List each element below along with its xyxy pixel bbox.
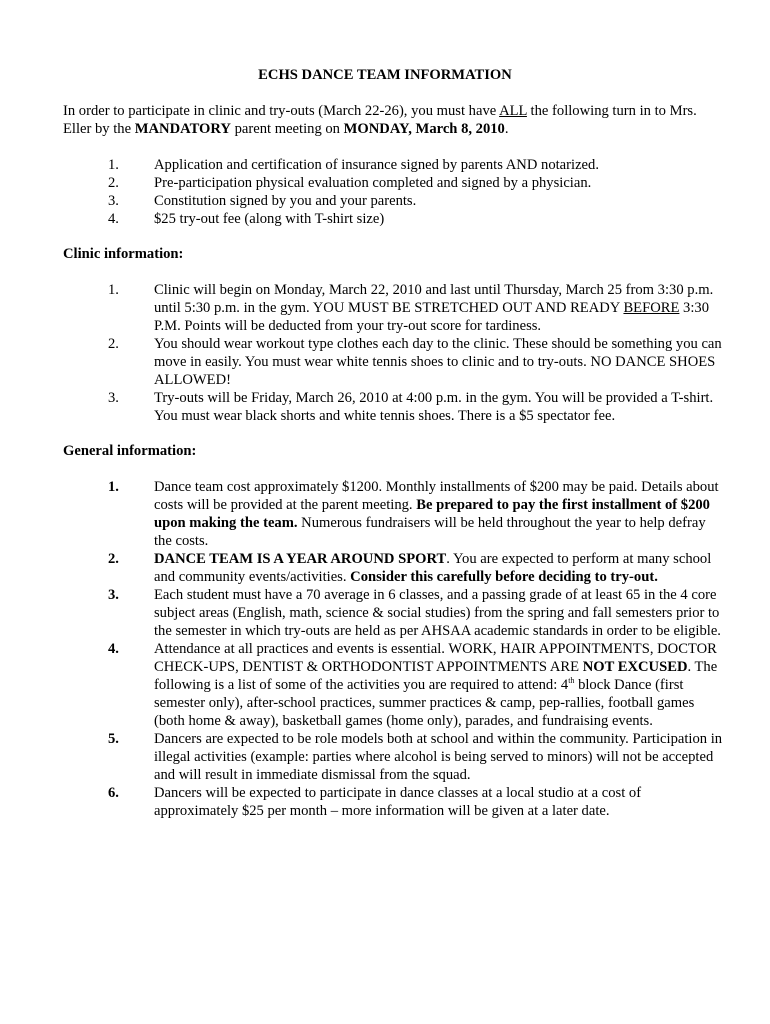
item-text: Clinic will begin on Monday, March 22, 2010 and last until Thursday, March 25 from 3:30 p.m. until 5:30 p.m. in the gym. YOU MUST BE STRETCHED OUT AND READY — [154, 282, 714, 316]
list-item — [63, 640, 723, 730]
clinic-list — [63, 281, 723, 425]
item-text: . The following is a list of some of the activities you are required to attend: 4 — [154, 659, 718, 693]
list-item — [63, 281, 723, 335]
item-text: Try-outs will be Friday, March 26, 2010 at 4:00 p.m. in the gym. You will be provided a T-shirt. You must wear black shorts and white tennis shoes. There is a $5 spectator fee. — [154, 390, 714, 424]
item-number: 1. — [108, 282, 119, 298]
item-text: Dancers are expected to be role models both at school and within the community. Participation in illegal activities (example: parties where alcohol is being served to minors) will not be accepted and will result in immediate dismissal from the squad. — [154, 731, 723, 783]
list-item — [63, 210, 723, 228]
item-text: block Dance (first semester only), after-school practices, summer practices & camp, pep-rallies, football games (both home & away), basketball games (home only), parades, and fundraising events. — [154, 677, 695, 729]
item-text: You should wear workout type clothes each day to the clinic. These should be something you can move in easily. You must wear white tennis shoes to clinic and to try-outs. NO DANCE SHOES ALLOWED! — [154, 336, 722, 388]
item-text-bold: DANCE TEAM IS A YEAR AROUND SPORT — [154, 551, 447, 567]
list-item — [63, 784, 723, 820]
superscript: th — [568, 676, 575, 685]
list-item — [63, 478, 723, 550]
item-text: Each student must have a 70 average in 6 classes, and a passing grade of at least 65 in the 4 core subject areas (English, math, science & social studies) from the spring and fall semesters prior to the semester in which try-outs are held as per AHSAA academic standards in order to be eligible. — [154, 587, 721, 639]
intro-text: . — [504, 121, 509, 137]
item-text: Dance team cost approximately $1200. Monthly installments of $200 may be paid. Details about costs will be provided at the parent meeting. — [154, 479, 719, 513]
item-number: 2. — [108, 551, 119, 567]
intro-text: the following turn in to Mrs. Eller by the — [63, 103, 697, 137]
list-item — [63, 174, 723, 192]
item-text-bold: Consider this carefully before deciding to try-out. — [350, 569, 658, 585]
requirements-list — [63, 156, 723, 228]
intro-meeting-date: MONDAY, March 8, 2010 — [343, 121, 505, 137]
item-text: $25 try-out fee (along with T-shirt size) — [154, 211, 385, 227]
item-number: 2. — [108, 175, 119, 191]
item-text: 3:30 P.M. Points will be deducted from your try-out score for tardiness. — [154, 300, 709, 334]
item-number: 1. — [108, 157, 119, 173]
item-number: 3. — [108, 193, 119, 209]
intro-text: parent meeting on — [230, 121, 344, 137]
intro-all-underlined: ALL — [499, 103, 527, 119]
item-number: 4. — [108, 641, 119, 657]
list-item — [63, 550, 723, 586]
item-number: 5. — [108, 731, 119, 747]
item-number: 3. — [108, 390, 119, 406]
list-item — [63, 156, 723, 174]
list-item — [63, 389, 723, 425]
item-number: 4. — [108, 211, 119, 227]
intro-text: In order to participate in clinic and try-outs (March 22-26), you must have — [63, 103, 500, 119]
item-text: Numerous fundraisers will be held throughout the year to help defray the costs. — [154, 515, 706, 549]
general-heading: General information: — [63, 443, 197, 459]
item-number: 3. — [108, 587, 119, 603]
item-text: Pre-participation physical evaluation completed and signed by a physician. — [154, 175, 592, 191]
item-number: 2. — [108, 336, 119, 352]
clinic-heading: Clinic information: — [63, 246, 184, 262]
item-text-underlined: BEFORE — [623, 300, 680, 316]
list-item — [63, 730, 723, 784]
general-list — [63, 478, 723, 820]
item-text: Dancers will be expected to participate in dance classes at a local studio at a cost of approximately $25 per month – more information will be given at a later date. — [154, 785, 642, 819]
item-number: 6. — [108, 785, 119, 801]
item-number: 1. — [108, 479, 119, 495]
list-item — [63, 586, 723, 640]
item-text: . You are expected to perform at many school and community events/activities. — [154, 551, 712, 585]
list-item — [63, 192, 723, 210]
item-text: Attendance at all practices and events is essential. WORK, HAIR APPOINTMENTS, DOCTOR CHECK-UPS, DENTIST & ORTHODONTIST APPOINTMENTS ARE — [154, 641, 717, 675]
list-item — [63, 335, 723, 389]
page-title: ECHS DANCE TEAM INFORMATION — [258, 67, 512, 83]
item-text: Application and certification of insurance signed by parents AND notarized. — [154, 157, 599, 173]
intro-paragraph — [63, 102, 723, 138]
item-text-bold: Be prepared to pay the first installment of $200 upon making the team. — [154, 497, 710, 531]
item-text: Constitution signed by you and your parents. — [154, 193, 417, 209]
item-text-bold: NOT EXCUSED — [582, 659, 688, 675]
intro-mandatory: MANDATORY — [134, 121, 231, 137]
